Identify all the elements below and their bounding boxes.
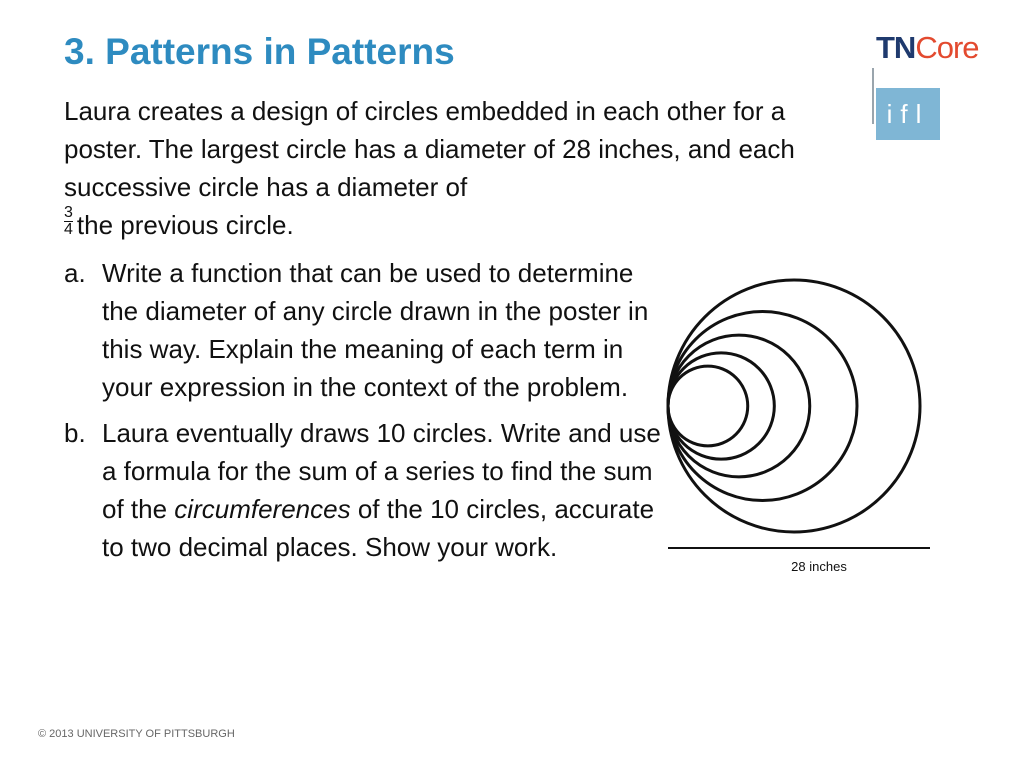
question-a bbox=[64, 254, 664, 406]
fraction-denominator: 4 bbox=[64, 220, 73, 238]
question-b-text-before: Laura eventually draws 10 circles. Write and use a formula for the sum of a series to find the sum of the bbox=[102, 418, 661, 524]
logo-tn: TN bbox=[876, 30, 916, 65]
ifl-badge: ifl bbox=[876, 88, 940, 140]
tncore-ifl-logo bbox=[868, 26, 1008, 130]
slide-title: 3. Patterns in Patterns bbox=[64, 31, 455, 72]
question-b-emphasis: circumferences bbox=[174, 494, 351, 524]
question-b-text-after: of the 10 circles, accurate to two decimal places. Show your work. bbox=[102, 494, 655, 562]
logo-core: Core bbox=[915, 30, 979, 65]
question-list bbox=[64, 254, 664, 566]
question-b-marker: b. bbox=[64, 418, 86, 448]
nested-circles-diagram bbox=[664, 276, 934, 586]
problem-intro bbox=[64, 92, 854, 244]
tncore-wordmark bbox=[876, 32, 979, 63]
logo-divider bbox=[872, 68, 874, 124]
intro-tail: the previous circle. bbox=[76, 210, 294, 240]
question-a-marker: a. bbox=[64, 258, 86, 288]
fraction-numerator: 3 bbox=[64, 203, 73, 221]
question-b-body bbox=[102, 414, 662, 566]
circle-5 bbox=[668, 366, 748, 446]
question-b bbox=[64, 414, 664, 566]
copyright-footer: © 2013 UNIVERSITY OF PITTSBURGH bbox=[38, 728, 235, 740]
diameter-label: 28 inches bbox=[791, 559, 847, 574]
fraction-three-fourths bbox=[64, 205, 73, 238]
intro-text: Laura creates a design of circles embedded in each other for a poster. The largest circle has a diameter of 28 inches, and each successive circle has a diameter of bbox=[64, 96, 795, 202]
question-a-text: Write a function that can be used to determine the diameter of any circle drawn in the poster in this way. Explain the meaning of each term in your expression in the context of the problem. bbox=[102, 258, 649, 402]
nested-circles bbox=[668, 280, 920, 532]
